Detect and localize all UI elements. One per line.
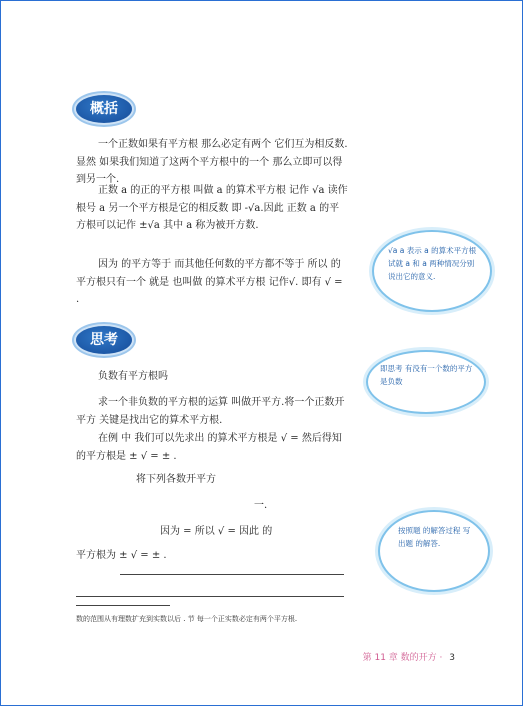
summary-paragraph-2 [76, 182, 348, 235]
think-question: 负数有平方根吗 [98, 371, 168, 382]
solution-line-2: 平方根为 ± √ = ± . [76, 550, 167, 561]
think-section-badge: 思考 [76, 326, 132, 354]
body-paragraph-1 [76, 394, 348, 429]
solution-line-1: 因为 = 所以 √ = 因此 的 [160, 526, 273, 537]
footnote-separator [76, 605, 170, 606]
page-footer [363, 650, 455, 663]
footer-separator: · [436, 653, 446, 663]
summary-paragraph-2-text: 正数 a 的正的平方根 叫做 a 的算术平方根 记作 √a 读作 根号 a 另一个平方根是它的相反数 即 -√a.因此 正数 a 的平方根可以记作 ±√a 其中 a 称为被开方数. [76, 185, 348, 231]
summary-paragraph-1-text: 一个正数如果有平方根 那么必定有两个 它们互为相反数.显然 如果我们知道了这两个平方根中的一个 那么立即可以得到另一个. [76, 139, 348, 185]
note-bubble-sqrt-meaning [372, 230, 492, 312]
summary-paragraph-3 [76, 256, 348, 309]
chapter-label: 第 11 章 数的开方 [362, 653, 437, 663]
task-item-dash: 一. [254, 500, 268, 511]
note-bubble-negative-square-text: 即思考 有没有一个数的平方是负数 [380, 364, 473, 386]
body-paragraph-1-text: 求一个非负数的平方根的运算 叫做开平方.将一个正数开平方 关键是找出它的算术平方根. [76, 397, 345, 426]
summary-paragraph-1 [76, 136, 348, 189]
summary-paragraph-3-text: 因为 的平方等于 而其他任何数的平方都不等于 所以 的平方根只有一个 就是 也叫做 的算术平方根 记作√. 即有 √ = . [76, 259, 343, 305]
summary-section-badge: 概括 [76, 95, 132, 123]
answer-line-2 [76, 596, 344, 597]
body-paragraph-2-text: 在例 中 我们可以先求出 的算术平方根是 √ = 然后得知 的平方根是 ± √ = ± . [76, 433, 342, 462]
footnote: 数的范围从有理数扩充到实数以后 . 节 每一个正实数必定有两个平方根. [76, 615, 298, 623]
note-bubble-sqrt-meaning-text: √a a 表示 a 的算术平方根 试就 a 和 a 两种情况分别说出它的意义. [388, 246, 477, 281]
task-instruction: 将下列各数开平方 [136, 474, 216, 485]
answer-line-1 [120, 574, 344, 575]
note-bubble-write-solution [378, 510, 490, 592]
note-bubble-write-solution-text: 按照题 的解答过程 写出题 的解答. [398, 526, 471, 548]
page-number: 3 [449, 653, 455, 663]
body-paragraph-2 [76, 430, 348, 465]
note-bubble-negative-square [366, 350, 486, 414]
